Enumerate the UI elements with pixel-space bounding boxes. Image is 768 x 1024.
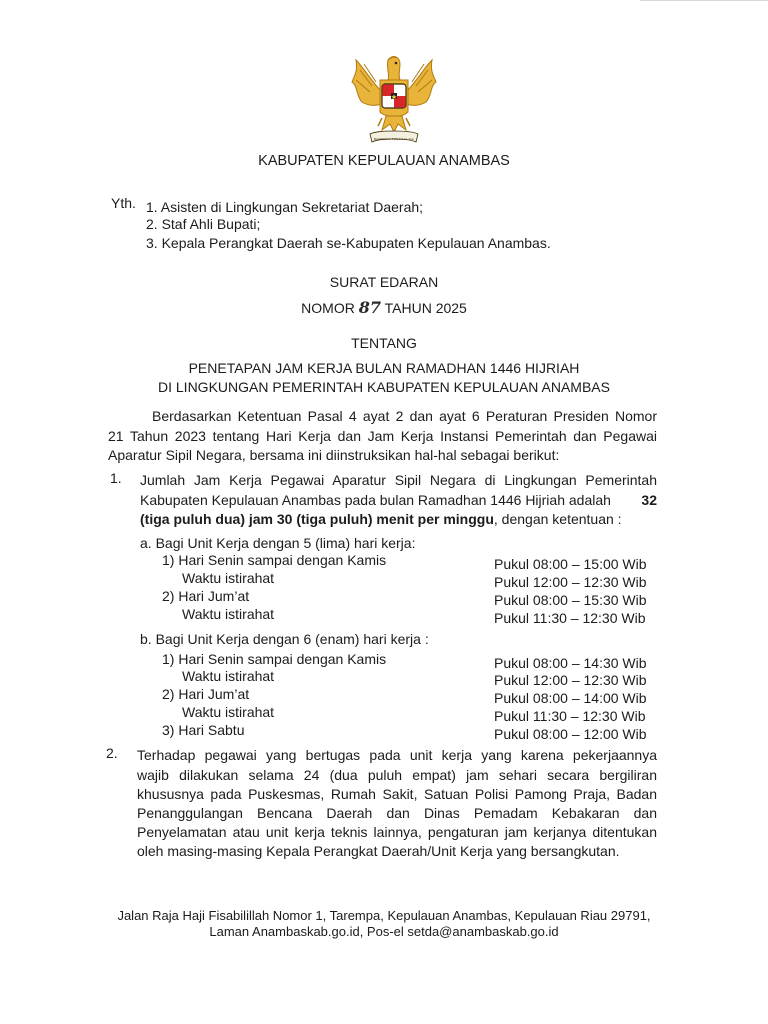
scan-edge-line [640, 0, 768, 1]
intro-line: Aparatur Sipil Negara, bersama ini diinstruksikan hal-hal sebagai berikut: [108, 447, 560, 463]
point1-line3-text: , dengan ketentuan : [493, 511, 622, 527]
addressee-item: 1. Asisten di Lingkungan Sekretariat Daerah; [146, 199, 424, 215]
schedule-label: 2) Hari Jum’at [162, 686, 250, 702]
schedule-label: 1) Hari Senin sampai dengan Kamis [162, 552, 387, 568]
point2-line: Terhadap pegawai yang bertugas pada unit kerja yang karena pekerjaannya [137, 747, 657, 763]
schedule-time: Pukul 08:00 – 15:30 Wib [494, 592, 647, 608]
point2-line: oleh masing-masing Kepala Perangkat Daerah/Unit Kerja yang bersangkutan. [137, 843, 620, 859]
document-type: SURAT EDARAN [329, 274, 439, 290]
schedule-label: Waktu istirahat [182, 606, 275, 622]
intro-line: 21 Tahun 2023 tentang Hari Kerja dan Jam Kerja Instansi Pemerintah dan Pegawai [108, 428, 657, 444]
number-prefix: NOMOR [301, 300, 355, 316]
schedule-time: Pukul 08:00 – 14:30 Wib [494, 655, 647, 671]
point2-line: Penyelamatan atau unit kerja teknis lainnya, pengaturan jam kerjanya ditentukan [137, 824, 657, 840]
addressee-prefix: Yth. [111, 195, 136, 211]
garuda-emblem [342, 52, 446, 150]
subject-line: DI LINGKUNGAN PEMERINTAH KABUPATEN KEPULAUAN ANAMBAS [158, 379, 610, 395]
schedule-time: Pukul 08:00 – 12:00 Wib [494, 726, 647, 742]
about-heading: TENTANG [351, 335, 417, 351]
sub-b-heading: b. Bagi Unit Kerja dengan 6 (enam) hari kerja : [140, 631, 429, 647]
emblem-motto: BHINNEKA TUNGGAL IKA [374, 137, 415, 141]
document-number [0, 298, 768, 317]
point2-line: khususnya pada Puskesmas, Rumah Sakit, Satuan Polisi Pamong Praja, Badan [137, 786, 657, 802]
addressee-item: 2. Staf Ahli Bupati; [146, 216, 261, 232]
point1-line [140, 492, 657, 508]
schedule-time: Pukul 12:00 – 12:30 Wib [494, 672, 647, 688]
point-number: 2. [106, 745, 118, 761]
schedule-time: Pukul 12:00 – 12:30 Wib [494, 574, 647, 590]
schedule-time: Pukul 11:30 – 12:30 Wib [494, 610, 646, 626]
schedule-time: Pukul 08:00 – 15:00 Wib [494, 556, 647, 572]
handwritten-number: 87 [358, 298, 381, 317]
schedule-label: Waktu istirahat [182, 570, 275, 586]
point1-line3-bold: (tiga puluh dua) jam 30 (tiga puluh) menit per minggu [140, 511, 494, 527]
schedule-time: Pukul 08:00 – 14:00 Wib [494, 690, 647, 706]
schedule-label: Waktu istirahat [182, 668, 275, 684]
point2-line: Penanggulangan Bencana Daerah dan Dinas Pemadam Kebakaran dan [137, 805, 657, 821]
sub-a-heading: a. Bagi Unit Kerja dengan 5 (lima) hari kerja: [140, 535, 416, 551]
footer-address: Jalan Raja Haji Fisabilillah Nomor 1, Tarempa, Kepulauan Anambas, Kepulauan Riau 29791, [117, 908, 651, 923]
point1-line2-text: Kabupaten Kepulauan Anambas pada bulan Ramadhan 1446 Hijriah adalah [140, 492, 611, 508]
point1-line [140, 511, 622, 527]
point-number: 1. [110, 470, 122, 486]
point1-line2-bold: 32 [641, 492, 657, 508]
schedule-label: 1) Hari Senin sampai dengan Kamis [162, 651, 387, 667]
schedule-label: 3) Hari Sabtu [162, 722, 245, 738]
schedule-label: 2) Hari Jum’at [162, 588, 250, 604]
point2-line: wajib dilakukan selama 24 (dua puluh empat) jam sehari secara bergiliran [137, 767, 657, 783]
schedule-label: Waktu istirahat [182, 704, 275, 720]
region-title: KABUPATEN KEPULAUAN ANAMBAS [258, 153, 510, 169]
footer-contact: Laman Anambaskab.go.id, Pos-el setda@anambaskab.go.id [209, 924, 559, 939]
subject-line: PENETAPAN JAM KERJA BULAN RAMADHAN 1446 HIJRIAH [188, 360, 580, 376]
schedule-time: Pukul 11:30 – 12:30 Wib [494, 708, 646, 724]
addressee-item: 3. Kepala Perangkat Daerah se-Kabupaten Kepulauan Anambas. [146, 235, 551, 251]
intro-line: Berdasarkan Ketentuan Pasal 4 ayat 2 dan ayat 6 Peraturan Presiden Nomor [152, 408, 657, 424]
number-suffix: TAHUN 2025 [384, 300, 467, 316]
point1-line: Jumlah Jam Kerja Pegawai Aparatur Sipil Negara di Lingkungan Pemerintah [140, 472, 657, 488]
